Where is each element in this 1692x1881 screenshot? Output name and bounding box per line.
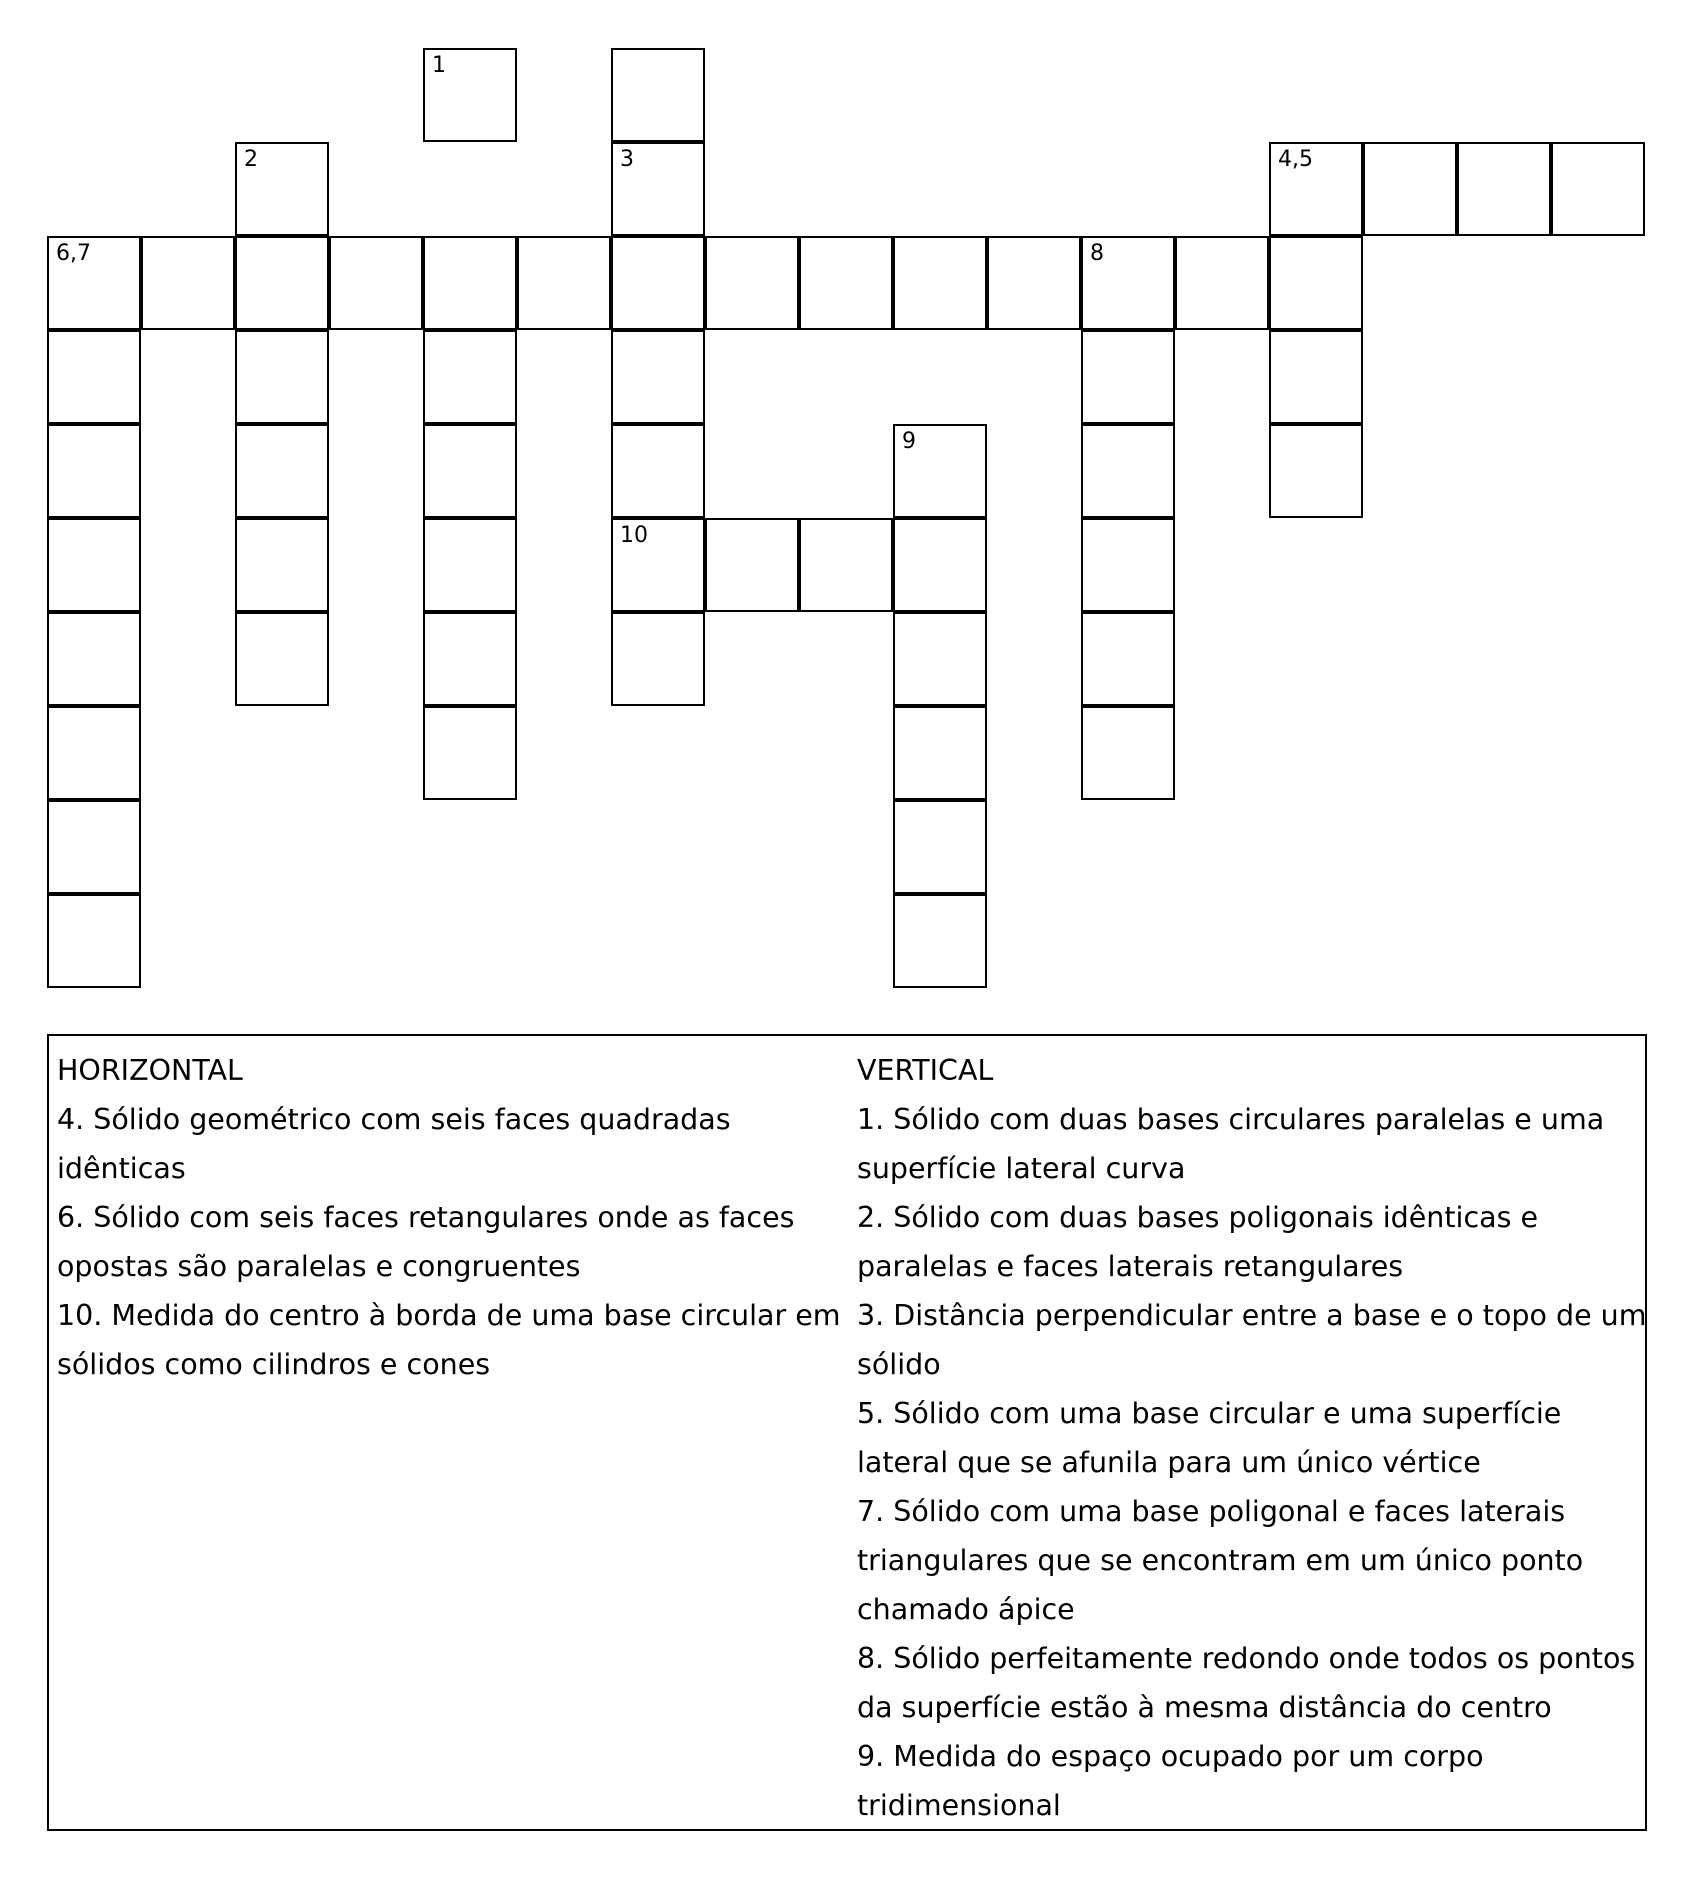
crossword-cell[interactable] — [423, 330, 517, 424]
crossword-cell[interactable] — [235, 236, 329, 330]
crossword-cell[interactable] — [987, 236, 1081, 330]
crossword-cell[interactable] — [1081, 518, 1175, 612]
crossword-cell[interactable] — [799, 518, 893, 612]
clue-number: 9 — [902, 429, 916, 454]
clue-number: 4,5 — [1278, 147, 1313, 172]
horizontal-title: HORIZONTAL — [57, 1054, 243, 1087]
crossword-cell[interactable] — [893, 236, 987, 330]
crossword-cell[interactable] — [47, 612, 141, 706]
crossword-cell[interactable] — [893, 894, 987, 988]
crossword-cell[interactable] — [1269, 330, 1363, 424]
crossword-cell[interactable] — [799, 236, 893, 330]
crossword-cell[interactable] — [329, 236, 423, 330]
crossword-cell[interactable] — [893, 706, 987, 800]
clue-number: 1 — [432, 53, 446, 78]
clue-horizontal-4: 4. Sólido geométrico com seis faces quadradas idênticas — [57, 1103, 731, 1185]
crossword-cell[interactable] — [1175, 236, 1269, 330]
clue-vertical-9: 9. Medida do espaço ocupado por um corpo tridimensional — [857, 1740, 1484, 1822]
clue-number: 3 — [620, 147, 634, 172]
crossword-cell[interactable] — [893, 518, 987, 612]
crossword-cell[interactable] — [47, 894, 141, 988]
crossword-cell[interactable] — [423, 706, 517, 800]
crossword-cell[interactable] — [1081, 612, 1175, 706]
crossword-cell[interactable] — [423, 612, 517, 706]
clue-number: 2 — [244, 147, 258, 172]
clue-vertical-2: 2. Sólido com duas bases poligonais idênticas e paralelas e faces laterais retangulares — [857, 1201, 1539, 1283]
crossword-cell[interactable] — [235, 330, 329, 424]
crossword-cell[interactable] — [893, 800, 987, 894]
crossword-cell[interactable] — [1269, 424, 1363, 518]
clues-box — [47, 1034, 1647, 1831]
crossword-cell[interactable] — [1081, 706, 1175, 800]
crossword-cell[interactable] — [705, 236, 799, 330]
crossword-cell[interactable] — [1269, 236, 1363, 330]
crossword-cell[interactable] — [1081, 424, 1175, 518]
clue-horizontal-10: 10. Medida do centro à borda de uma base circular em sólidos como cilindros e cones — [57, 1299, 841, 1381]
crossword-cell[interactable] — [611, 612, 705, 706]
crossword-cell[interactable] — [1551, 142, 1645, 236]
crossword-cell[interactable] — [611, 424, 705, 518]
clue-horizontal-6: 6. Sólido com seis faces retangulares onde as faces opostas são paralelas e congruentes — [57, 1201, 795, 1283]
crossword-cell[interactable] — [423, 424, 517, 518]
clue-vertical-7: 7. Sólido com uma base poligonal e faces laterais triangulares que se encontram em um único ponto chamado ápice — [857, 1495, 1584, 1626]
clue-vertical-3: 3. Distância perpendicular entre a base e o topo de um sólido — [857, 1299, 1647, 1381]
crossword-cell[interactable] — [235, 612, 329, 706]
clue-number: 6,7 — [56, 241, 91, 266]
crossword-cell[interactable] — [47, 424, 141, 518]
crossword-cell[interactable] — [705, 518, 799, 612]
vertical-clues — [857, 1046, 1647, 1830]
crossword-cell[interactable] — [517, 236, 611, 330]
clue-vertical-8: 8. Sólido perfeitamente redondo onde todos os pontos da superfície estão à mesma distância do centro — [857, 1642, 1636, 1724]
crossword-cell[interactable] — [611, 236, 705, 330]
crossword-cell[interactable] — [611, 330, 705, 424]
crossword-cell[interactable] — [893, 612, 987, 706]
horizontal-clues — [57, 1046, 842, 1389]
crossword-cell[interactable] — [423, 236, 517, 330]
crossword-cell[interactable] — [611, 48, 705, 142]
crossword-cell[interactable] — [141, 236, 235, 330]
crossword-cell[interactable] — [47, 330, 141, 424]
clue-number: 8 — [1090, 241, 1104, 266]
crossword-cell[interactable] — [1457, 142, 1551, 236]
clue-number: 10 — [620, 523, 648, 548]
crossword-cell[interactable] — [423, 518, 517, 612]
crossword-cell[interactable] — [47, 800, 141, 894]
crossword-cell[interactable] — [47, 706, 141, 800]
clue-vertical-5: 5. Sólido com uma base circular e uma superfície lateral que se afunila para um único vértice — [857, 1397, 1562, 1479]
crossword-cell[interactable] — [1081, 330, 1175, 424]
crossword-cell[interactable] — [235, 424, 329, 518]
vertical-title: VERTICAL — [857, 1054, 994, 1087]
crossword-cell[interactable] — [1363, 142, 1457, 236]
clue-vertical-1: 1. Sólido com duas bases circulares paralelas e uma superfície lateral curva — [857, 1103, 1605, 1185]
crossword-cell[interactable] — [47, 518, 141, 612]
crossword-cell[interactable] — [235, 518, 329, 612]
